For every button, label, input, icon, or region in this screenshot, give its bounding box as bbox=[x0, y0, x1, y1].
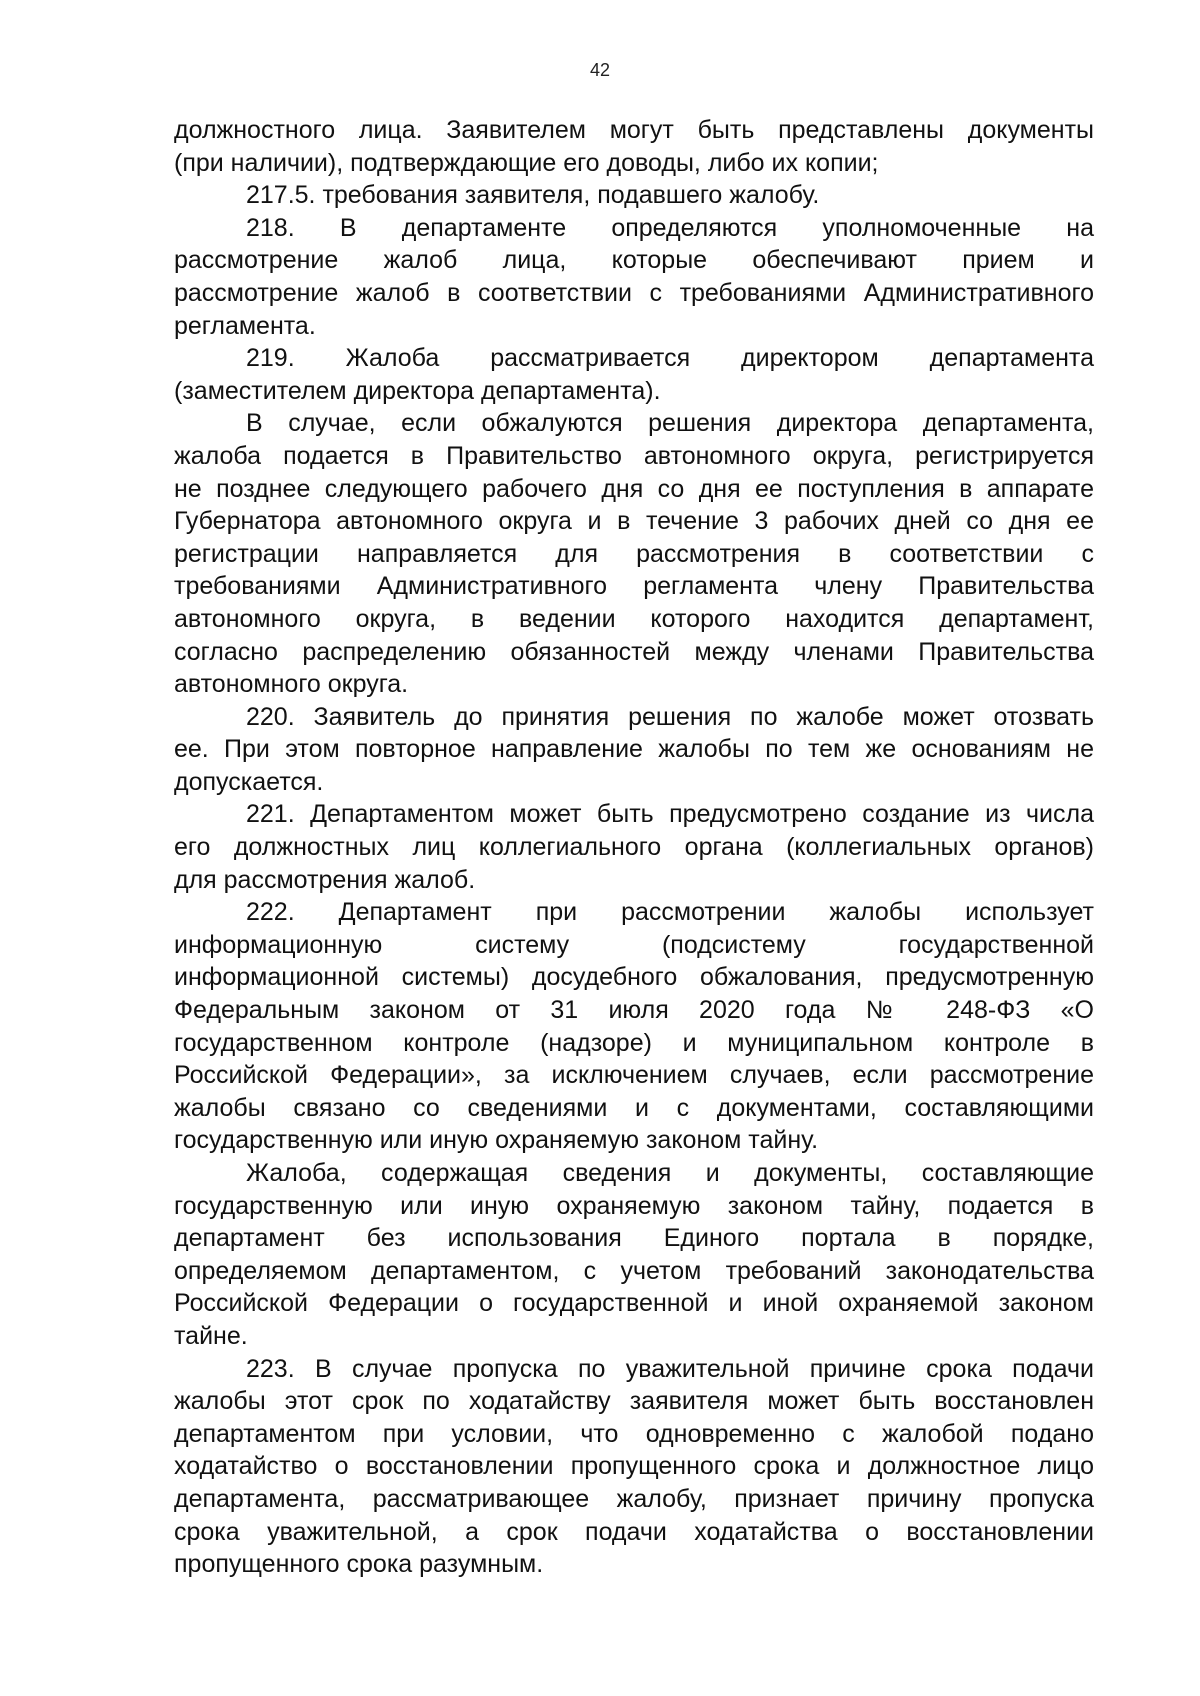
text-line: государственную или иную охраняемую законом тайну, подается в bbox=[174, 1191, 1094, 1220]
text-line: рассмотрение жалоб в соответствии с требованиями Административного bbox=[174, 278, 1094, 307]
text-line: Жалоба, содержащая сведения и документы, составляющие bbox=[246, 1159, 1094, 1187]
text-line: жалобы связано со сведениями и с документами, составляющими bbox=[174, 1093, 1094, 1122]
text-line: регистрации направляется для рассмотрения в соответствии с bbox=[174, 539, 1094, 568]
text-line: автономного округа. bbox=[174, 670, 409, 699]
text-line: (при наличии), подтверждающие его доводы, либо их копии; bbox=[174, 148, 879, 177]
text-line: тайне. bbox=[174, 1321, 248, 1350]
text-line: информационной системы) досудебного обжалования, предусмотренную bbox=[174, 963, 1094, 992]
text-line: Российской Федерации о государственной и иной охраняемой законом bbox=[174, 1289, 1094, 1318]
text-line: (заместителем директора департамента). bbox=[174, 376, 661, 405]
text-line: его должностных лиц коллегиального органа (коллегиальных органов) bbox=[174, 833, 1094, 862]
text-line: допускается. bbox=[174, 767, 324, 796]
text-line: для рассмотрения жалоб. bbox=[174, 865, 476, 894]
text-line: рассмотрение жалоб лица, которые обеспечивают прием и bbox=[174, 246, 1094, 275]
text-line: жалобы этот срок по ходатайству заявителя может быть восстановлен bbox=[174, 1387, 1094, 1416]
text-line: 218. В департаменте определяются уполномоченные на bbox=[246, 213, 1094, 242]
text-line: согласно распределению обязанностей между членами Правительства bbox=[174, 637, 1094, 666]
text-line: определяемом департаментом, с учетом требований законодательства bbox=[174, 1256, 1094, 1285]
text-line: 222. Департамент при рассмотрении жалобы использует bbox=[246, 898, 1094, 927]
text-line: срока уважительной, а срок подачи ходатайства о восстановлении bbox=[174, 1517, 1094, 1546]
text-line: требованиями Административного регламента члену Правительства bbox=[174, 572, 1094, 601]
text-line: пропущенного срока разумным. bbox=[174, 1550, 544, 1579]
text-line: должностного лица. Заявителем могут быть представлены документы bbox=[174, 116, 1094, 144]
text-line: автономного округа, в ведении которого находится департамент, bbox=[174, 604, 1094, 633]
text-line: Федеральным законом от 31 июля 2020 года № 248-ФЗ «О bbox=[174, 996, 1094, 1025]
text-line: государственном контроле (надзоре) и муниципальном контроле в bbox=[174, 1028, 1094, 1057]
text-line: департаментом при условии, что одновременно с жалобой подано bbox=[174, 1419, 1094, 1448]
text-line: Российской Федерации», за исключением случаев, если рассмотрение bbox=[174, 1061, 1094, 1090]
text-line: Губернатора автономного округа и в течение 3 рабочих дней со дня ее bbox=[174, 507, 1094, 536]
text-line: 217.5. требования заявителя, подавшего жалобу. bbox=[246, 181, 820, 210]
page-number: 42 bbox=[589, 60, 611, 80]
text-line: 223. В случае пропуска по уважительной причине срока подачи bbox=[246, 1354, 1094, 1383]
document-body bbox=[174, 114, 1094, 1581]
text-line: не позднее следующего рабочего дня со дня ее поступления в аппарате bbox=[174, 474, 1094, 503]
text-line: 219. Жалоба рассматривается директором департамента bbox=[246, 344, 1094, 373]
text-line: 220. Заявитель до принятия решения по жалобе может отозвать bbox=[246, 702, 1094, 731]
text-line: ходатайство о восстановлении пропущенного срока и должностное лицо bbox=[174, 1452, 1094, 1481]
text-line: департамента, рассматривающее жалобу, признает причину пропуска bbox=[174, 1484, 1094, 1513]
text-line: государственную или иную охраняемую законом тайну. bbox=[174, 1126, 819, 1155]
text-line: В случае, если обжалуются решения директора департамента, bbox=[246, 409, 1094, 438]
text-line: информационную систему (подсистему государственной bbox=[174, 930, 1094, 959]
text-line: жалоба подается в Правительство автономного округа, регистрируется bbox=[174, 441, 1094, 470]
text-line: регламента. bbox=[174, 311, 316, 340]
text-line: 221. Департаментом может быть предусмотрено создание из числа bbox=[246, 800, 1094, 829]
text-line: ее. При этом повторное направление жалобы по тем же основаниям не bbox=[174, 735, 1094, 764]
text-line: департамент без использования Единого портала в порядке, bbox=[174, 1224, 1094, 1253]
